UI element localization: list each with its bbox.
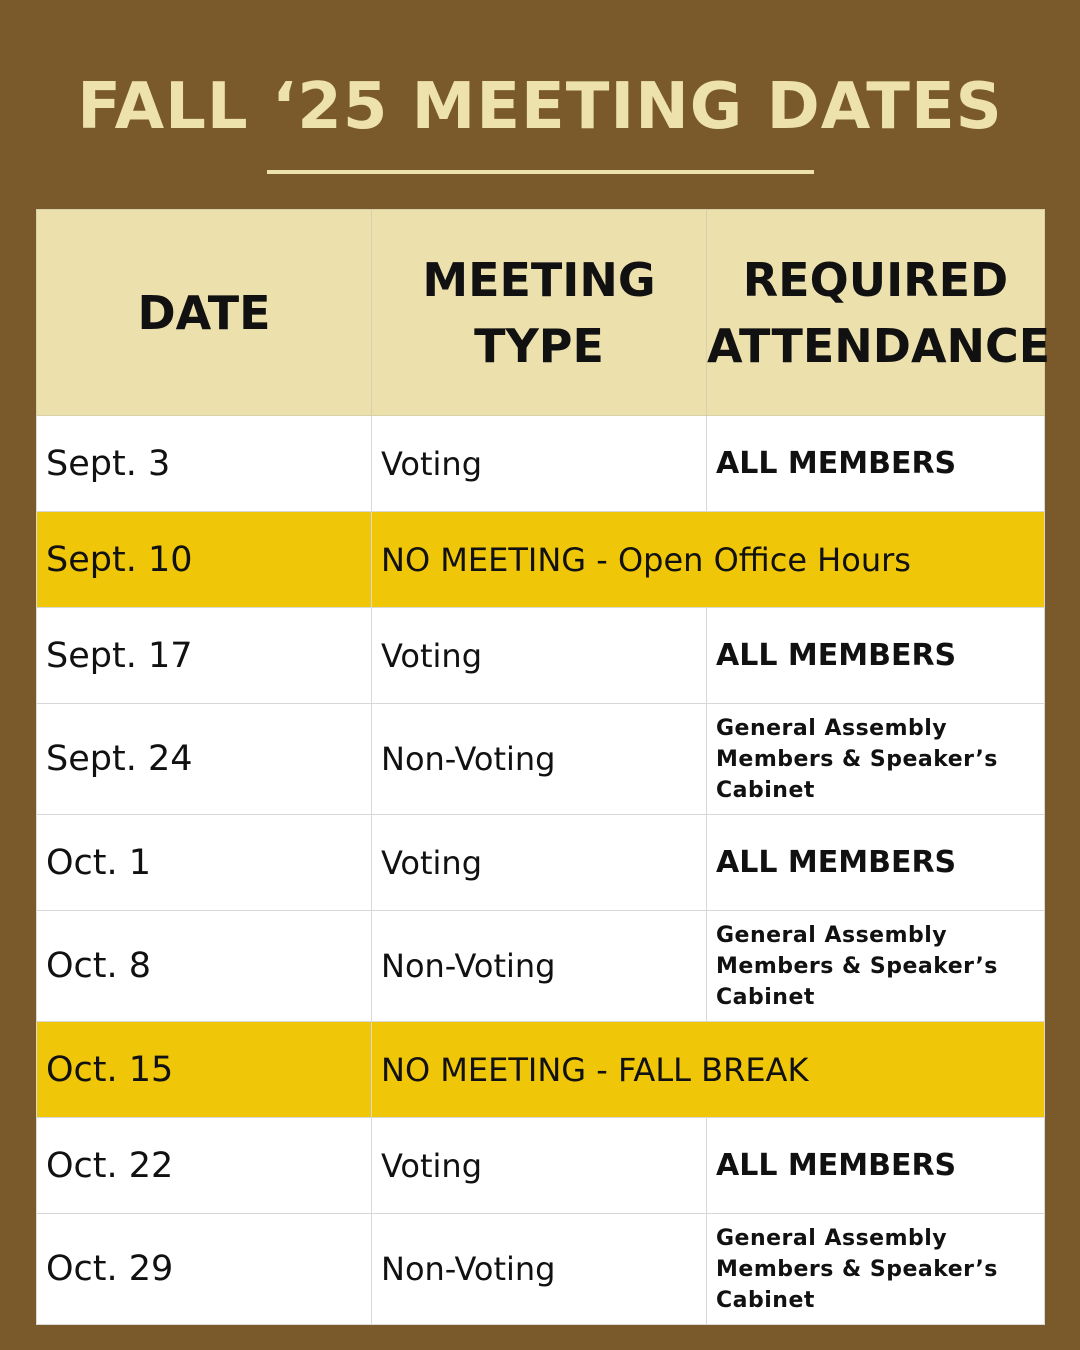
row-meeting-type: Voting bbox=[372, 416, 707, 512]
row-meeting-type: Non-Voting bbox=[372, 1214, 707, 1325]
table-row bbox=[37, 815, 1045, 911]
row-date: Oct. 15 bbox=[37, 1022, 372, 1118]
row-date: Sept. 3 bbox=[37, 416, 372, 512]
row-attendance: General Assembly Members & Speaker’s Cabinet bbox=[707, 704, 1045, 815]
row-no-meeting-note: NO MEETING - Open Office Hours bbox=[372, 512, 1045, 608]
row-meeting-type: Non-Voting bbox=[372, 704, 707, 815]
page-title: FALL ‘25 MEETING DATES bbox=[77, 70, 1003, 144]
meeting-schedule-table bbox=[36, 209, 1051, 1325]
row-date: Oct. 8 bbox=[37, 911, 372, 1022]
title-underline bbox=[267, 170, 814, 174]
table-header-row bbox=[37, 210, 1045, 416]
row-meeting-type: Non-Voting bbox=[372, 911, 707, 1022]
row-attendance: ALL MEMBERS bbox=[707, 815, 1045, 911]
row-attendance: General Assembly Members & Speaker’s Cabinet bbox=[707, 1214, 1045, 1325]
row-attendance: ALL MEMBERS bbox=[707, 416, 1045, 512]
row-date: Sept. 24 bbox=[37, 704, 372, 815]
table-row bbox=[37, 704, 1045, 815]
table-row-no-meeting bbox=[37, 512, 1045, 608]
table-row bbox=[37, 608, 1045, 704]
row-no-meeting-note: NO MEETING - FALL BREAK bbox=[372, 1022, 1045, 1118]
table-row bbox=[37, 416, 1045, 512]
row-date: Sept. 10 bbox=[37, 512, 372, 608]
header-meeting-type: MEETING TYPE bbox=[372, 210, 707, 416]
row-date: Oct. 29 bbox=[37, 1214, 372, 1325]
table-row bbox=[37, 1214, 1045, 1325]
row-meeting-type: Voting bbox=[372, 815, 707, 911]
row-meeting-type: Voting bbox=[372, 1118, 707, 1214]
table-row-no-meeting bbox=[37, 1022, 1045, 1118]
row-meeting-type: Voting bbox=[372, 608, 707, 704]
table-row bbox=[37, 1118, 1045, 1214]
row-attendance: General Assembly Members & Speaker’s Cabinet bbox=[707, 911, 1045, 1022]
row-date: Oct. 1 bbox=[37, 815, 372, 911]
row-date: Sept. 17 bbox=[37, 608, 372, 704]
header-required-attendance: REQUIRED ATTENDANCE bbox=[707, 210, 1045, 416]
header-date: DATE bbox=[37, 210, 372, 416]
table-row bbox=[37, 911, 1045, 1022]
row-attendance: ALL MEMBERS bbox=[707, 1118, 1045, 1214]
row-date: Oct. 22 bbox=[37, 1118, 372, 1214]
row-attendance: ALL MEMBERS bbox=[707, 608, 1045, 704]
